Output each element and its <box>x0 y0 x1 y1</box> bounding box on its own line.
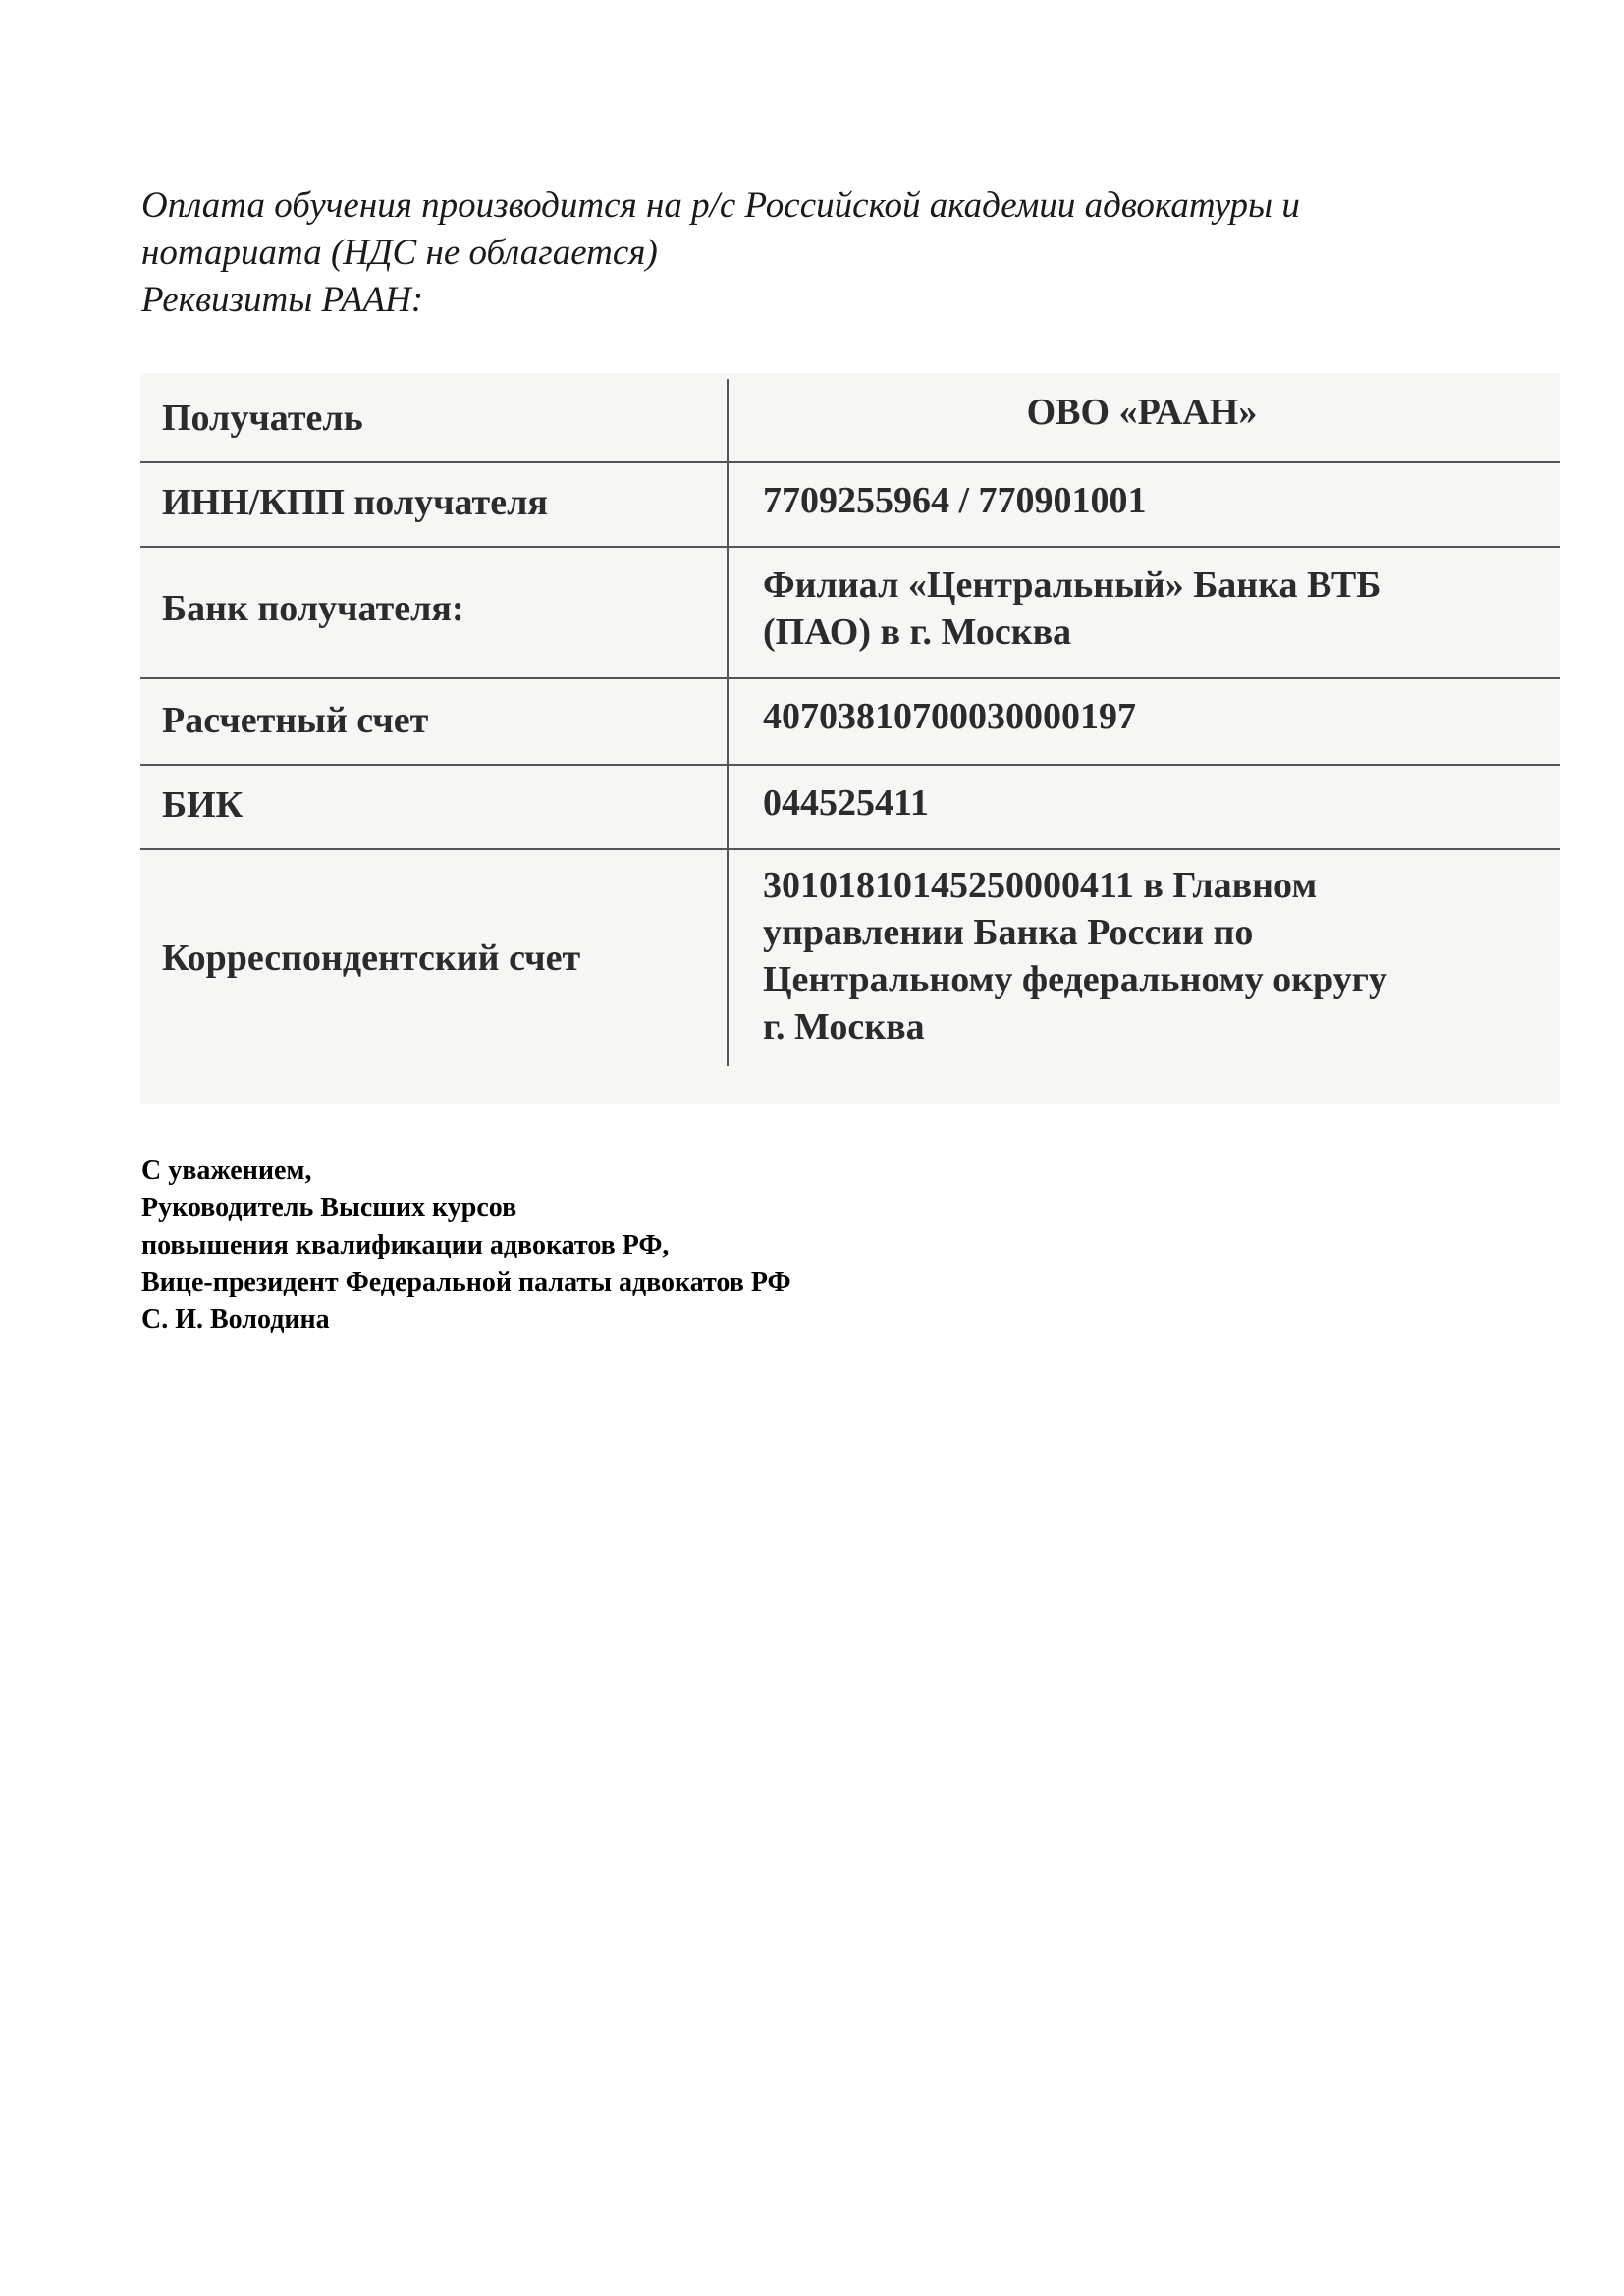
row-account <box>140 679 1560 764</box>
account-value: 40703810700030000197 <box>763 696 1136 737</box>
signature-line-4: Вице-президент Федеральной палаты адвокатов РФ <box>141 1267 791 1298</box>
row-inn <box>140 463 1560 546</box>
signature-line-1: С уважением, <box>141 1155 312 1186</box>
signature-block <box>141 1152 791 1339</box>
row-recipient <box>140 373 1560 461</box>
inn-label: ИНН/КПП получателя <box>162 482 548 523</box>
requisites-table-scan <box>140 373 1560 1104</box>
row-bik <box>140 766 1560 848</box>
account-label: Расчетный счет <box>162 700 429 741</box>
bank-value-line-1: Филиал «Центральный» Банка ВТБ <box>763 564 1381 606</box>
payment-intro <box>141 183 1496 324</box>
inn-value: 7709255964 / 770901001 <box>763 480 1147 521</box>
row-correspondent <box>140 850 1560 1066</box>
correspondent-value-line-4: г. Москва <box>763 1006 925 1047</box>
bik-value: 044525411 <box>763 782 929 824</box>
signature-line-5: С. И. Володина <box>141 1305 330 1335</box>
signature-line-3: повышения квалификации адвокатов РФ, <box>141 1230 670 1260</box>
correspondent-value-line-3: Центральному федеральному округу <box>763 959 1387 1000</box>
intro-line-2: нотариата (НДС не облагается) <box>141 233 658 273</box>
recipient-value: ОВО «РААН» <box>1026 392 1258 433</box>
intro-line-3: Реквизиты РААН: <box>141 280 424 320</box>
correspondent-value-line-1: 30101810145250000411 в Главном <box>763 865 1318 906</box>
intro-line-1: Оплата обучения производится на р/с Российской академии адвокатуры и <box>141 186 1300 226</box>
correspondent-label: Корреспондентский счет <box>162 937 581 979</box>
recipient-label: Получатель <box>162 398 363 439</box>
correspondent-value-line-2: управлении Банка России по <box>763 912 1254 953</box>
row-bank <box>140 548 1560 677</box>
bank-label: Банк получателя: <box>162 588 464 629</box>
bik-label: БИК <box>162 784 244 826</box>
bank-value-line-2: (ПАО) в г. Москва <box>763 612 1072 653</box>
signature-line-2: Руководитель Высших курсов <box>141 1193 517 1223</box>
